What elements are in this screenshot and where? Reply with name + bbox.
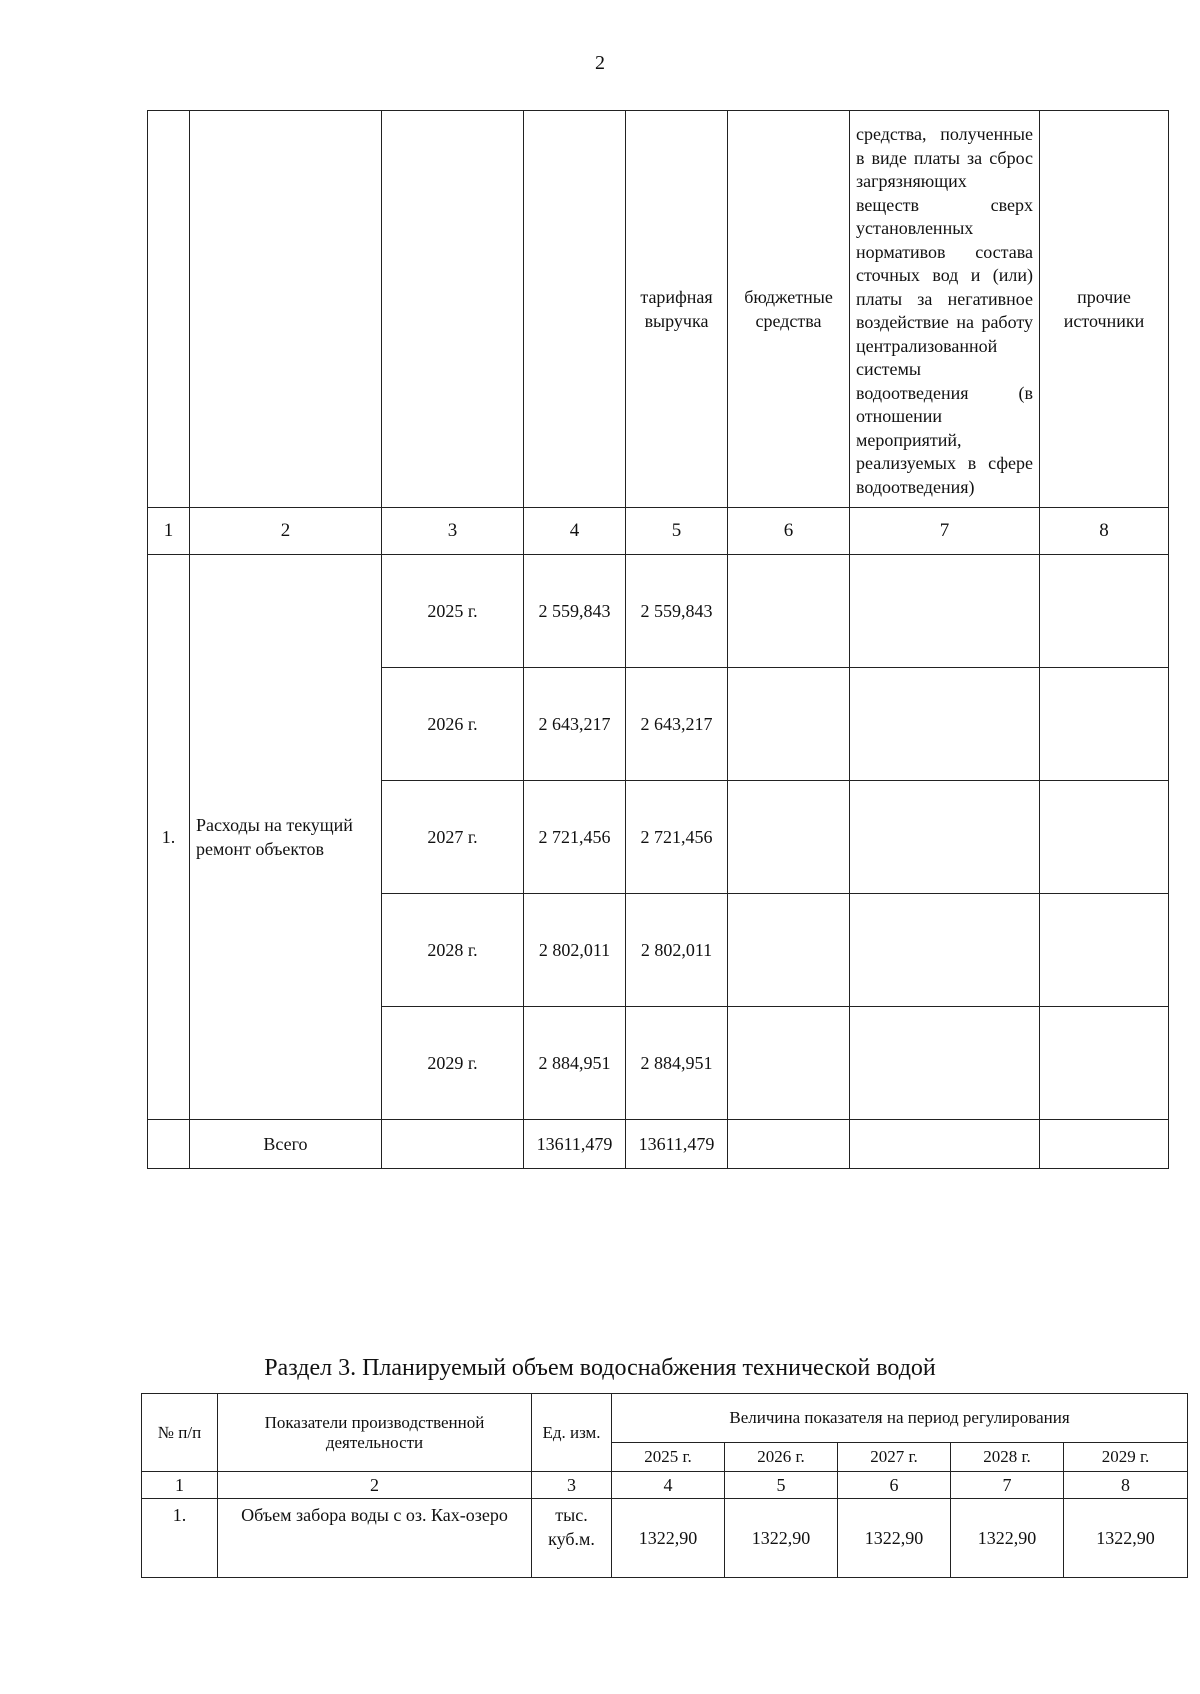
total-label: Всего [190,1120,382,1169]
total-blank [148,1120,190,1169]
budget-cell [728,894,850,1007]
row-value: 1322,90 [725,1499,838,1578]
fees-cell [850,555,1040,668]
other-cell [1040,1007,1169,1120]
column-number: 5 [626,508,728,555]
column-number-row [142,1472,1188,1499]
investment-program-table [147,110,1169,1169]
row-indicator: Объем забора воды с оз. Ках-озеро [218,1499,532,1578]
year-cell: 2029 г. [382,1007,524,1120]
row-value: 1322,90 [1064,1499,1188,1578]
budget-cell [728,668,850,781]
column-number: 4 [612,1472,725,1499]
year-cell: 2025 г. [382,555,524,668]
header-year: 2028 г. [951,1443,1064,1472]
column-number: 4 [524,508,626,555]
column-number: 2 [190,508,382,555]
budget-cell [728,1007,850,1120]
row-value: 1322,90 [838,1499,951,1578]
column-number: 6 [728,508,850,555]
total-row [148,1120,1169,1169]
total-blank [728,1120,850,1169]
row-unit: тыс. куб.м. [532,1499,612,1578]
total-blank [382,1120,524,1169]
header-tariff-revenue: тарифная выручка [626,111,728,508]
total-cell: 2 884,951 [524,1007,626,1120]
column-number: 3 [382,508,524,555]
other-cell [1040,668,1169,781]
tariff-cell: 2 559,843 [626,555,728,668]
total-cell: 2 802,011 [524,894,626,1007]
header-other-sources: прочие источники [1040,111,1169,508]
fees-cell [850,781,1040,894]
table-row [142,1499,1188,1578]
water-supply-volume-table [141,1393,1188,1578]
header-pollution-fees: средства, полученные в виде платы за сброс загрязняющих веществ сверх установленных нормативов состава сточных вод и (или) платы за негативное воздействие на работу централизованной системы водоотведения (в отношении мероприятий, реализуемых в сфере водоотведения) [850,111,1040,508]
item-number: 1. [148,555,190,1120]
header-cell-3 [382,111,524,508]
other-cell [1040,555,1169,668]
total-cell: 2 559,843 [524,555,626,668]
column-number: 1 [142,1472,218,1499]
column-number: 3 [532,1472,612,1499]
table-row [148,555,1169,668]
year-cell: 2027 г. [382,781,524,894]
column-number: 7 [951,1472,1064,1499]
column-number: 8 [1064,1472,1188,1499]
header-row [148,111,1169,508]
other-cell [1040,781,1169,894]
row-value: 1322,90 [612,1499,725,1578]
page-number: 2 [595,52,605,74]
fees-cell [850,894,1040,1007]
header-year: 2027 г. [838,1443,951,1472]
section-3-title: Раздел 3. Планируемый объем водоснабжения технической водой [264,1355,936,1381]
row-num: 1. [142,1499,218,1578]
header-year: 2025 г. [612,1443,725,1472]
header-num: № п/п [142,1394,218,1472]
grand-tariff-cell: 13611,479 [626,1120,728,1169]
tariff-cell: 2 643,217 [626,668,728,781]
header-unit: Ед. изм. [532,1394,612,1472]
header-indicator: Показатели производственной деятельности [218,1394,532,1472]
item-name: Расходы на текущий ремонт объектов [190,555,382,1120]
tariff-cell: 2 884,951 [626,1007,728,1120]
header-budget-funds: бюджетные средства [728,111,850,508]
column-number: 1 [148,508,190,555]
column-number-row [148,508,1169,555]
header-year: 2029 г. [1064,1443,1188,1472]
header-row [142,1394,1188,1443]
year-cell: 2026 г. [382,668,524,781]
fees-cell [850,1007,1040,1120]
budget-cell [728,555,850,668]
column-number: 6 [838,1472,951,1499]
tariff-cell: 2 802,011 [626,894,728,1007]
header-cell-1 [148,111,190,508]
row-value: 1322,90 [951,1499,1064,1578]
year-cell: 2028 г. [382,894,524,1007]
total-blank [850,1120,1040,1169]
header-cell-4 [524,111,626,508]
fees-cell [850,668,1040,781]
tariff-cell: 2 721,456 [626,781,728,894]
column-number: 8 [1040,508,1169,555]
column-number: 2 [218,1472,532,1499]
total-cell: 2 643,217 [524,668,626,781]
grand-total-cell: 13611,479 [524,1120,626,1169]
other-cell [1040,894,1169,1007]
column-number: 7 [850,508,1040,555]
total-blank [1040,1120,1169,1169]
column-number: 5 [725,1472,838,1499]
header-cell-2 [190,111,382,508]
budget-cell [728,781,850,894]
header-year: 2026 г. [725,1443,838,1472]
total-cell: 2 721,456 [524,781,626,894]
header-period: Величина показателя на период регулирования [612,1394,1188,1443]
